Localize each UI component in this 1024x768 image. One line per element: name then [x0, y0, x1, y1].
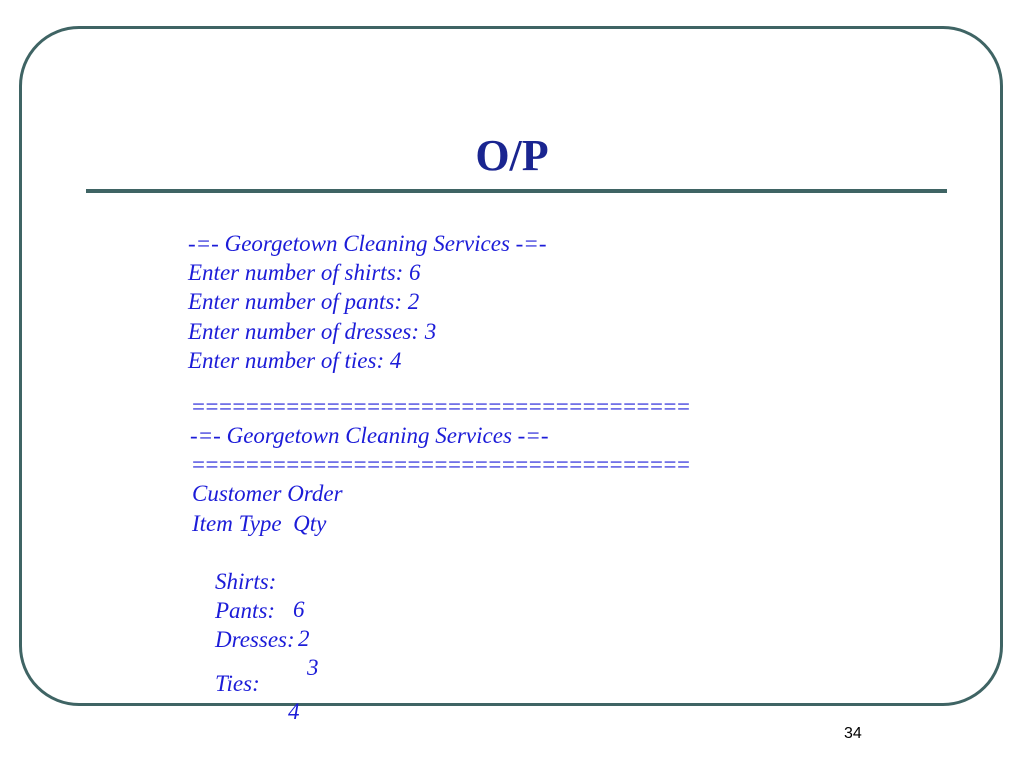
item-qty: 6: [293, 597, 305, 622]
slide-frame: [19, 26, 1003, 706]
page-number: 34: [844, 725, 862, 742]
column-headers: Item Type Qty: [192, 511, 327, 536]
item-row-ties: [192, 642, 300, 754]
item-qty: 3: [307, 655, 319, 680]
title-divider: [86, 189, 947, 193]
prompt-pants: Enter number of pants: 2: [188, 289, 420, 314]
item-label: Ties:: [215, 671, 260, 696]
prompt-shirts: Enter number of shirts: 6: [188, 260, 421, 285]
item-label: Shirts:: [215, 569, 277, 594]
item-qty: 2: [298, 626, 310, 651]
prompt-dresses: Enter number of dresses: 3: [188, 319, 437, 344]
slide-title: O/P: [475, 131, 549, 180]
output-banner: -=- Georgetown Cleaning Services -=-: [190, 423, 549, 448]
separator-top: =====================================: [192, 394, 691, 419]
item-label: Pants:: [215, 598, 276, 623]
order-heading: Customer Order: [192, 481, 343, 506]
prompt-ties: Enter number of ties: 4: [188, 348, 402, 373]
input-banner: -=- Georgetown Cleaning Services -=-: [188, 231, 547, 256]
separator-bottom: =====================================: [192, 452, 691, 477]
item-label: Dresses:: [215, 627, 295, 652]
item-qty: 4: [288, 699, 300, 724]
